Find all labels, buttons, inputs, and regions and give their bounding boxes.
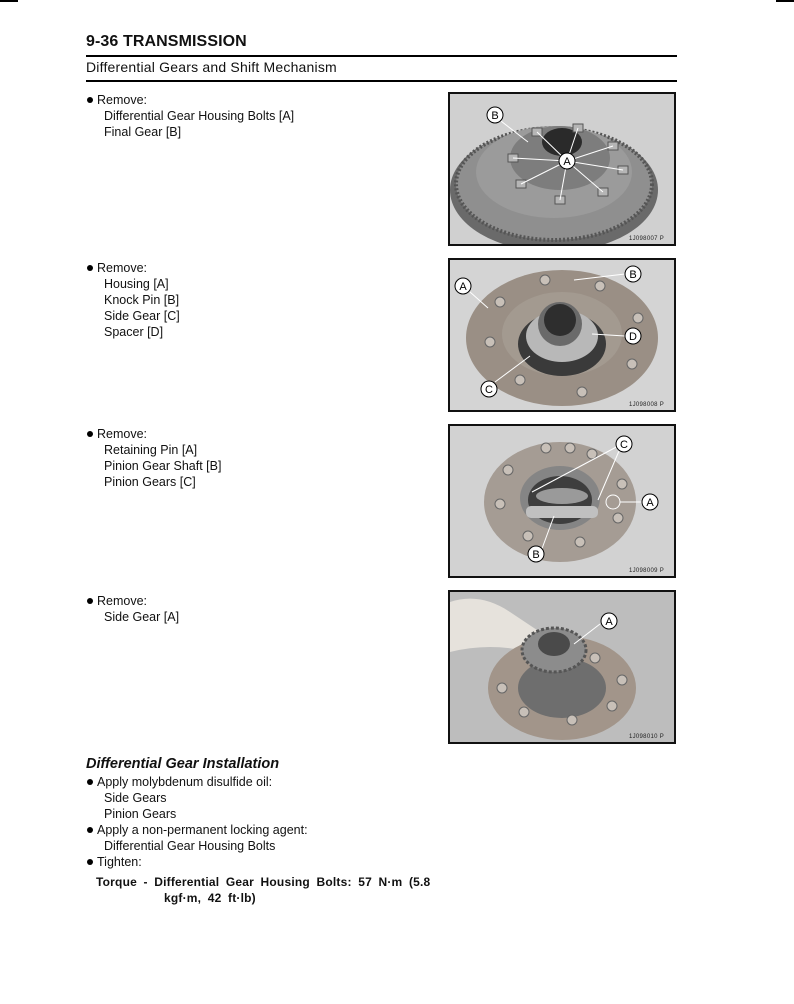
installation-title: Differential Gear Installation (86, 756, 280, 772)
step-item: Retaining Pin [A] (104, 443, 198, 457)
step-item: Final Gear [B] (104, 125, 182, 139)
callout-b: B (629, 269, 637, 281)
step-action: Remove: (97, 93, 148, 107)
bullet-icon (87, 859, 93, 865)
crop-mark-right (776, 0, 794, 2)
torque-spec (96, 874, 436, 906)
step-action: Remove: (97, 261, 148, 275)
final-gear-photo (450, 94, 676, 246)
step-action: Remove: (97, 427, 148, 441)
bullet-icon (87, 265, 93, 271)
step-item: Side Gear [A] (104, 610, 180, 624)
chapter-title: 9-36 TRANSMISSION (86, 33, 247, 50)
torque-line-1: Torque - Differential Gear Housing Bolts: 57 N·m (5.8 (96, 875, 431, 889)
step-item: Pinion Gear Shaft [B] (104, 459, 222, 473)
callout-c: C (485, 384, 493, 396)
step-item: Pinion Gears (104, 807, 177, 821)
step-2 (86, 260, 180, 340)
section-title: Differential Gears and Shift Mechanism (86, 59, 337, 75)
callout-a: A (605, 616, 613, 628)
step-item: Differential Gear Housing Bolts [A] (104, 109, 295, 123)
step-item: Differential Gear Housing Bolts (104, 839, 276, 853)
header-rule-top (86, 55, 677, 57)
figure-caption: 1J098009 P (628, 568, 664, 574)
callout-b: B (491, 110, 499, 122)
step-item: Housing [A] (104, 277, 169, 291)
callout-a: A (646, 497, 654, 509)
step-action: Remove: (97, 594, 148, 608)
pinion-gears-photo (450, 426, 676, 578)
figure-caption: 1J098010 P (628, 734, 664, 740)
figure-final-gear (448, 92, 676, 246)
bullet-icon (87, 97, 93, 103)
bullet-icon (87, 827, 93, 833)
housing-photo (450, 260, 676, 412)
installation-steps (86, 774, 308, 870)
bullet-icon (87, 598, 93, 604)
step-item: Pinion Gears [C] (104, 475, 196, 489)
step-action: Tighten: (97, 855, 142, 869)
figure-caption: 1J098007 P (628, 236, 664, 242)
side-gear-photo (450, 592, 676, 744)
step-action: Apply a non-permanent locking agent: (97, 823, 308, 837)
callout-a: A (459, 281, 467, 293)
step-3 (86, 426, 221, 490)
step-item: Knock Pin [B] (104, 293, 180, 307)
step-action: Apply molybdenum disulfide oil: (97, 775, 273, 789)
callout-c: C (620, 439, 628, 451)
torque-line-2: kgf·m, 42 ft·lb) (164, 891, 256, 905)
step-4 (86, 593, 179, 625)
header-rule-bottom (86, 80, 677, 82)
figure-pinion-gears (448, 424, 676, 578)
step-item: Side Gears (104, 791, 167, 805)
step-item: Spacer [D] (104, 325, 164, 339)
callout-a: A (563, 156, 571, 168)
callout-d: D (629, 331, 637, 343)
figure-housing (448, 258, 676, 412)
crop-mark-left (0, 0, 18, 2)
bullet-icon (87, 431, 93, 437)
figure-side-gear (448, 590, 676, 744)
figure-caption: 1J098008 P (628, 402, 664, 408)
step-1 (86, 92, 294, 140)
callout-b: B (532, 549, 540, 561)
bullet-icon (87, 779, 93, 785)
step-item: Side Gear [C] (104, 309, 180, 323)
